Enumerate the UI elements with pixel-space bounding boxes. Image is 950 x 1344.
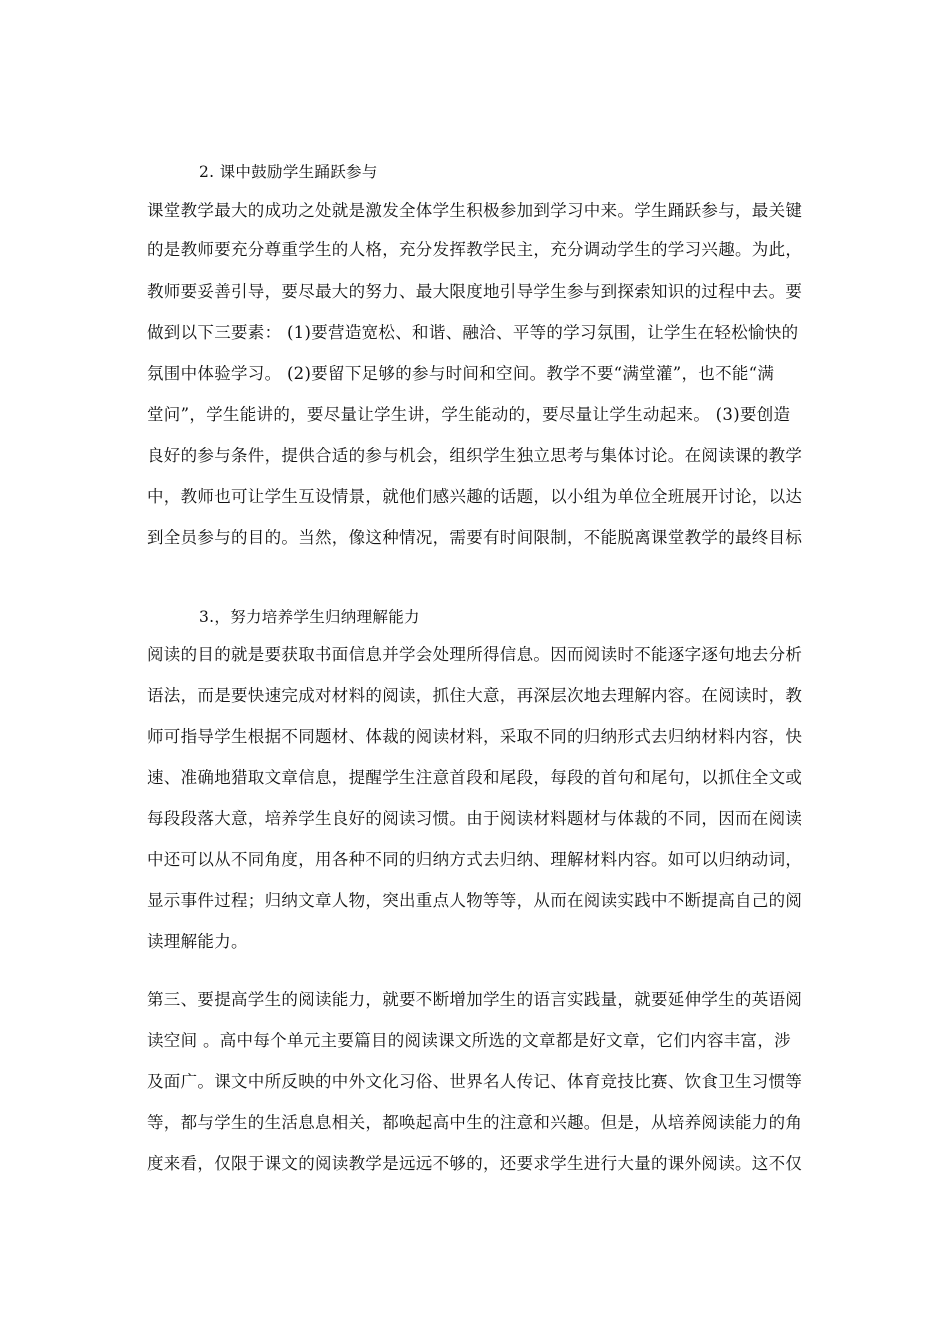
- section-2-heading: 2. 课中鼓励学生踊跃参与: [199, 163, 378, 181]
- paragraph-line: 教师要妥善引导，要尽最大的努力、最大限度地引导学生参与到探索知识的过程中去。要: [147, 282, 803, 301]
- paragraph-line: 阅读的目的就是要获取书面信息并学会处理所得信息。因而阅读时不能逐字逐句地去分析: [147, 645, 803, 664]
- paragraph-line: 堂问”，学生能讲的，要尽量让学生讲，学生能动的，要尽量让学生动起来。 (3)要创造: [147, 405, 791, 424]
- paragraph-line: 中还可以从不同角度，用各种不同的归纳方式去归纳、理解材料内容。如可以归纳动词，: [147, 850, 803, 869]
- section-3-heading: 3.，努力培养学生归纳理解能力: [199, 608, 420, 626]
- paragraph-line: 速、准确地猎取文章信息，提醒学生注意首段和尾段，每段的首句和尾句，以抓住全文或: [147, 768, 803, 787]
- paragraph-line: 第三、要提高学生的阅读能力，就要不断增加学生的语言实践量，就要延伸学生的英语阅: [147, 990, 803, 1009]
- paragraph-line: 度来看，仅限于课文的阅读教学是远远不够的，还要求学生进行大量的课外阅读。这不仅: [147, 1154, 803, 1173]
- paragraph-line: 师可指导学生根据不同题材、体裁的阅读材料，采取不同的归纳形式去归纳材料内容，快: [147, 727, 803, 746]
- paragraph-line: 每段段落大意，培养学生良好的阅读习惯。由于阅读材料题材与体裁的不同，因而在阅读: [147, 809, 803, 828]
- paragraph-line: 良好的参与条件，提供合适的参与机会，组织学生独立思考与集体讨论。在阅读课的教学: [147, 446, 803, 465]
- paragraph-line: 中，教师也可让学生互设情景，就他们感兴趣的话题，以小组为单位全班展开讨论，以达: [147, 487, 803, 506]
- paragraph-line: 读理解能力。: [147, 932, 248, 951]
- paragraph-line: 的是教师要充分尊重学生的人格，充分发挥教学民主，充分调动学生的学习兴趣。为此，: [147, 240, 803, 259]
- paragraph-line: 及面广。课文中所反映的中外文化习俗、世界名人传记、体育竞技比赛、饮食卫生习惯等: [147, 1072, 803, 1091]
- paragraph-line: 语法，而是要快速完成对材料的阅读，抓住大意，再深层次地去理解内容。在阅读时，教: [147, 686, 803, 705]
- paragraph-line: 课堂教学最大的成功之处就是激发全体学生积极参加到学习中来。学生踊跃参与，最关键: [147, 201, 803, 220]
- paragraph-line: 做到以下三要素： (1)要营造宽松、和谐、融洽、平等的学习氛围，让学生在轻松愉快的: [147, 323, 799, 342]
- paragraph-line: 等，都与学生的生活息息相关，都唤起高中生的注意和兴趣。但是，从培养阅读能力的角: [147, 1113, 803, 1132]
- paragraph-line: 氛围中体验学习。 (2)要留下足够的参与时间和空间。教学不要“满堂灌”，也不能“满: [147, 364, 775, 383]
- paragraph-line: 到全员参与的目的。当然，像这种情况，需要有时间限制，不能脱离课堂教学的最终目标: [147, 528, 803, 547]
- paragraph-line: 显示事件过程；归纳文章人物，突出重点人物等等，从而在阅读实践中不断提高自己的阅: [147, 891, 803, 910]
- paragraph-line: 读空间 。高中每个单元主要篇目的阅读课文所选的文章都是好文章，它们内容丰富，涉: [147, 1031, 791, 1050]
